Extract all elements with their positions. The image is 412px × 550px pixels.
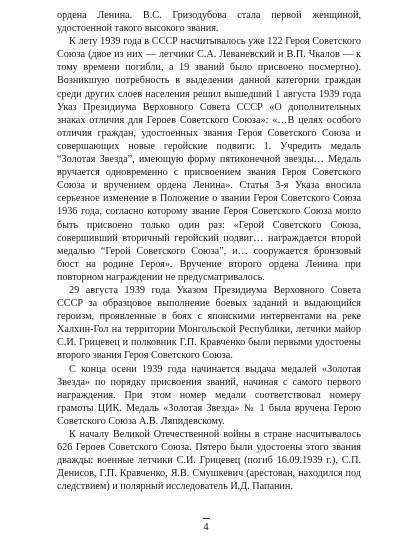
paragraph-3: 29 августа 1939 года Указом Президиума Верховного Совета СССР за образцовое выполнение боевых заданий и выдающийся героизм, проявленные в боях с японскими интервентами на реке Халхин-Гол на территории Монгольской Республики, летчики майор С.И. Грицевец и полковник Г.П. Кравченко были первыми удостоены второго звания Героя Советского Союза. [57, 284, 361, 362]
paragraph-5: К началу Великой Отечественной войны в стране насчитывалось 626 Героев Советского Союза. Пятеро были удостоены этого звания дважды: военные летчики С.И. Грицевец (погиб 16.09.1939 г.), С.П. Денисов, Г.П. Кравченко, Я.В. Смушкевич (арестован, находился под следствием) и полярный исследователь И.Д. Папанин. [57, 429, 361, 493]
page-number-rule [203, 518, 210, 519]
paragraph-1: ордена Ленина. В.С. Гризодубова стала первой женщиной, удостоенной такого высокого звания. [57, 10, 361, 35]
page-number: 4 [203, 522, 209, 533]
paragraph-2: К лету 1939 года в СССР насчитывалось уже 122 Героя Советского Союза (двое из них — летчики С.А. Леваневский и В.П. Чкалов — к тому времени погибли, а 19 званий было присвоено посмертно). Возникшую потребность в выделении данной категории граждан среди других слоев населения решил вышедший 1 августа 1939 года Указ Президиума Верховного Совета СССР «О дополнительных знаках отличия для Героев Советского Союза»: «…В целях особого отличия граждан, удостоенных звания Героя Советского Союза и совершающих новые геройские подвиги: 1. Учредить медаль “Золотая Звезда”, имеющую форму пятиконечной звезды… Медаль вручается одновременно с присвоением звания Героя Советского Союза и вручением ордена Ленина». Статья 3-я Указа вносила серьезное изменение в Положение о звании Героя Советского Союза 1936 года, согласно которому звание Героя Советского Союза могло быть присвоено только один раз: «Герой Советского Союза, совершивший вторичный геройский подвиг… награждается второй медалью “Герой Советского Союза”, и… сооружается бронзовый бюст на родине Героя». Вручение второго ордена Ленина при повторном награждении не предусматривалось. [57, 36, 361, 283]
paragraph-4: С конца осени 1939 года начинается выдача медалей «Золотая Звезда» по порядку присвоения званий, начиная с самого первого награждения. При этом номер медали соответствовал номеру грамоты ЦИК. Медаль «Золотая Звезда» № 1 была вручена Герою Советского Союза А.В. Ляпидевскому. [57, 363, 361, 427]
body-text [57, 9, 361, 493]
